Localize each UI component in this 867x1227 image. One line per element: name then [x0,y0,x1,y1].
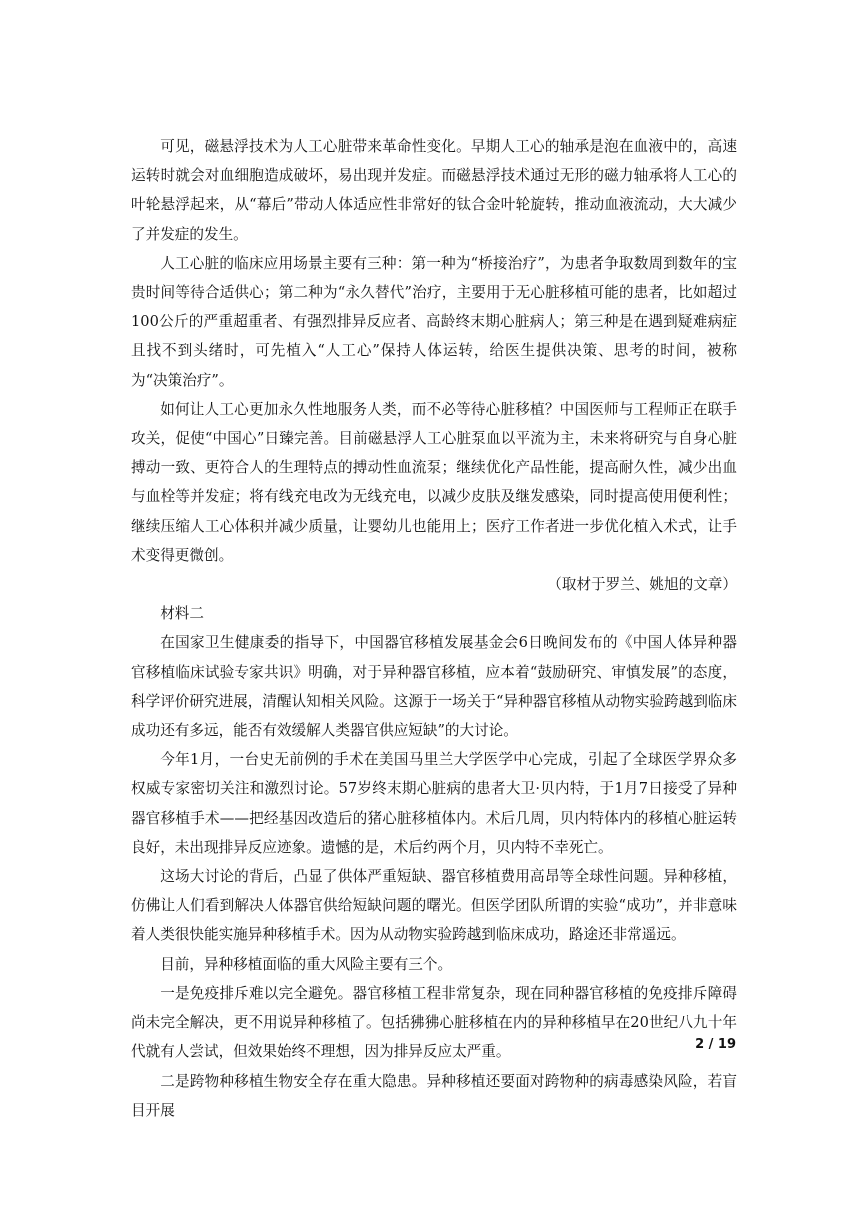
document-body [131,132,737,1125]
paragraph: 今年1月，一台史无前例的手术在美国马里兰大学医学中心完成，引起了全球医学界众多权威专家密切关注和激烈讨论。57岁终末期心脏病的患者大卫·贝内特，于1月7日接受了异种器官移植手术——把经基因改造后的猪心脏移植体内。术后几周，贝内特体内的移植心脏运转良好，未出现排异反应迹象。遗憾的是，术后约两个月，贝内特不幸死亡。 [131,751,737,856]
paragraph: 目前，异种移植面临的重大风险主要有三个。 [160,955,453,973]
paragraph: 可见，磁悬浮技术为人工心脏带来革命性变化。早期人工心的轴承是泡在血液中的，高速运转时就会对血细胞造成破坏，易出现并发症。而磁悬浮技术通过无形的磁力轴承将人工心的叶轮悬浮起来，从“幕后”带动人体适应性非常好的钛合金叶轮旋转，推动血液流动，大大减少了并发症的发生。 [131,138,737,243]
section-heading: 材料二 [160,605,204,623]
paragraph: 二是跨物种移植生物安全存在重大隐患。异种移植还要面对跨物种的病毒感染风险，若盲目开展 [131,1072,737,1119]
paragraph: 这场大讨论的背后，凸显了供体严重短缺、器官移植费用高昂等全球性问题。异种移植，仿佛让人们看到解决人体器官供给短缺问题的曙光。但医学团队所谓的实验“成功”，并非意味着人类很快能实施异种移植手术。因为从动物实验跨越到临床成功，路途还非常遥远。 [131,868,737,944]
paragraph: 在国家卫生健康委的指导下，中国器官移植发展基金会6日晚间发布的《中国人体异种器官移植临床试验专家共识》明确，对于异种器官移植，应本着“鼓励研究、审慎发展”的态度，科学评价研究进展，清醒认知相关风险。这源于一场关于“异种器官移植从动物实验跨越到临床成功还有多远，能否有效缓解人类器官供应短缺”的大讨论。 [131,634,737,740]
paragraph: 一是免疫排斥难以完全避免。器官移植工程非常复杂，现在同种器官移植的免疫排斥障碍尚未完全解决，更不用说异种移植了。包括狒狒心脏移植在内的异种移植早在20世纪八九十年代就有人尝试，但效果始终不理想，因为排异反应太严重。 [131,984,737,1061]
paragraph: 如何让人工心更加永久性地服务人类，而不必等待心脏移植？中国医师与工程师正在联手攻关，促使“中国心”日臻完善。目前磁悬浮人工心脏泵血以平流为主，未来将研究与自身心脏搏动一致、更符合人的生理特点的搏动性血流泵；继续优化产品性能，提高耐久性，减少出血与血栓等并发症；将有线充电改为无线充电，以减少皮肤及继发感染，同时提高使用便利性；继续压缩人工心体积并减少质量，让婴幼儿也能用上；医疗工作者进一步优化植入术式，让手术变得更微创。 [131,400,737,564]
source-attribution: （取材于罗兰、姚旭的文章） [547,576,737,594]
page-number: 2 / 19 [695,1037,736,1052]
paragraph: 人工心脏的临床应用场景主要有三种：第一种为“桥接治疗”，为患者争取数周到数年的宝贵时间等待合适供心；第二种为“永久替代”治疗，主要用于无心脏移植可能的患者，比如超过100公斤的严重超重者、有强烈排异反应者、高龄终末期心脏病人；第三种是在遇到疑难病症且找不到头绪时，可先植入“人工心”保持人体运转，给医生提供决策、思考的时间，被称为“决策治疗”。 [131,254,737,389]
